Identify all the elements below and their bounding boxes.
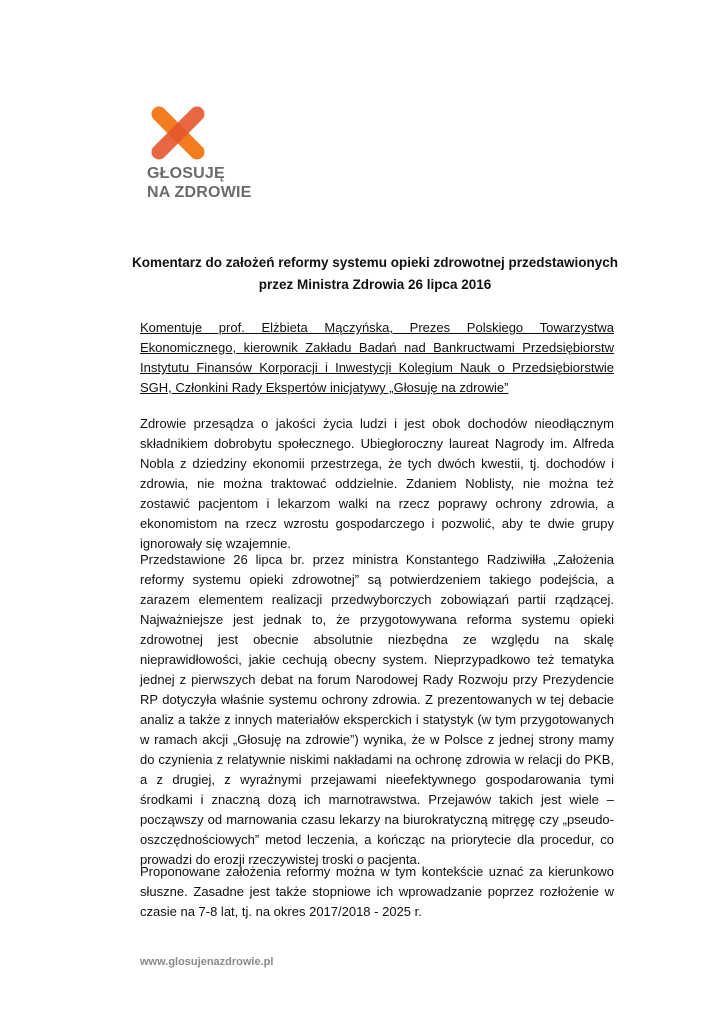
paragraph-1: Zdrowie przesądza o jakości życia ludzi i jest obok dochodów nieodłącznym składnikiem dobrobytu społecznego. Ubiegłoroczny laureat Nagrody im. Alfreda Nobla z dziedziny ekonomii przestrzega, że tych dwóch kwestii, tj. dochodów i zdrowia, nie można traktować oddzielnie. Zdaniem Noblisty, nie można też zostawić pacjentom i lekarzom walki na rzecz poprawy ochrony zdrowia, a ekonomistom na rzecz wzrostu gospodarczego i pozwolić, aby te dwie grupy ignorowały się wzajemnie. bbox=[140, 416, 614, 551]
title-line-2: przez Ministra Zdrowia 26 lipca 2016 bbox=[258, 277, 492, 292]
paragraph-2: Przedstawione 26 lipca br. przez ministra Konstantego Radziwiłła „Założenia reformy systemu opieki zdrowotnej” są potwierdzeniem takiego podejścia, a zarazem elementem realizacji przedwyborczych zobowiązań partii rządzącej. Najważniejsze jest jednak to, że przygotowywana reforma systemu opieki zdrowotnej jest obecnie absolutnie niezbędna ze względu na skalę nieprawidłowości, jakie cechują obecny system. Nieprzypadkowo też tematyka jednej z pierwszych debat na forum Narodowej Rady Rozwoju przy Prezydencie RP dotyczyła właśnie systemu ochrony zdrowia. Z prezentowanych w tej debacie analiz a także z innych materiałów eksperckich i statystyk (w tym przygotowanych w ramach akcji „Głosuję na zdrowie”) wynika, że w Polsce z jednej strony mamy do czynienia z relatywnie niskimi nakładami na ochronę zdrowia w relacji do PKB, a z drugiej, z wyraźnymi przejawami nieefektywnego gospodarowania tymi środkami i znaczną dozą ich marnotrawstwa. Przejawów takich jest wiele – począwszy od marnowania czasu lekarzy na biurokratyczną mitręgę czy „pseudo-oszczędnościowych” metod leczenia, a kończąc na priorytecie dla procedur, co prowadzi do erozji rzeczywistej troski o pacjenta. bbox=[140, 552, 614, 867]
logo-line-1: GŁOSUJĘ bbox=[147, 165, 225, 182]
logo bbox=[146, 104, 256, 214]
author-note: Komentuje prof. Elżbieta Mączyńska, Prezes Polskiego Towarzystwa Ekonomicznego, kierownik Zakładu Badań nad Bankructwami Przedsiębiorstw Instytutu Finansów Korporacji i Inwestycji Kolegium Nauk o Przedsiębiorstwie SGH, Członkini Rady Ekspertów inicjatywy „Głosuję na zdrowie” bbox=[140, 320, 614, 395]
logo-line-2: NA ZDROWIE bbox=[147, 184, 252, 201]
paragraph-3: Proponowane założenia reformy można w tym kontekście uznać za kierunkowo słuszne. Zasadne jest także stopniowe ich wprowadzanie poprzez rozłożenie w czasie na 7-8 lat, tj. na okres 2017/2018 - 2025 r. bbox=[140, 864, 614, 919]
footer-url[interactable]: www.glosujenazdrowie.pl bbox=[140, 956, 274, 968]
logo-text bbox=[147, 164, 252, 202]
title-line-1: Komentarz do założeń reformy systemu opieki zdrowotnej przedstawionych bbox=[131, 255, 619, 270]
document-title bbox=[80, 252, 670, 296]
logo-x-mark-icon bbox=[149, 104, 207, 162]
